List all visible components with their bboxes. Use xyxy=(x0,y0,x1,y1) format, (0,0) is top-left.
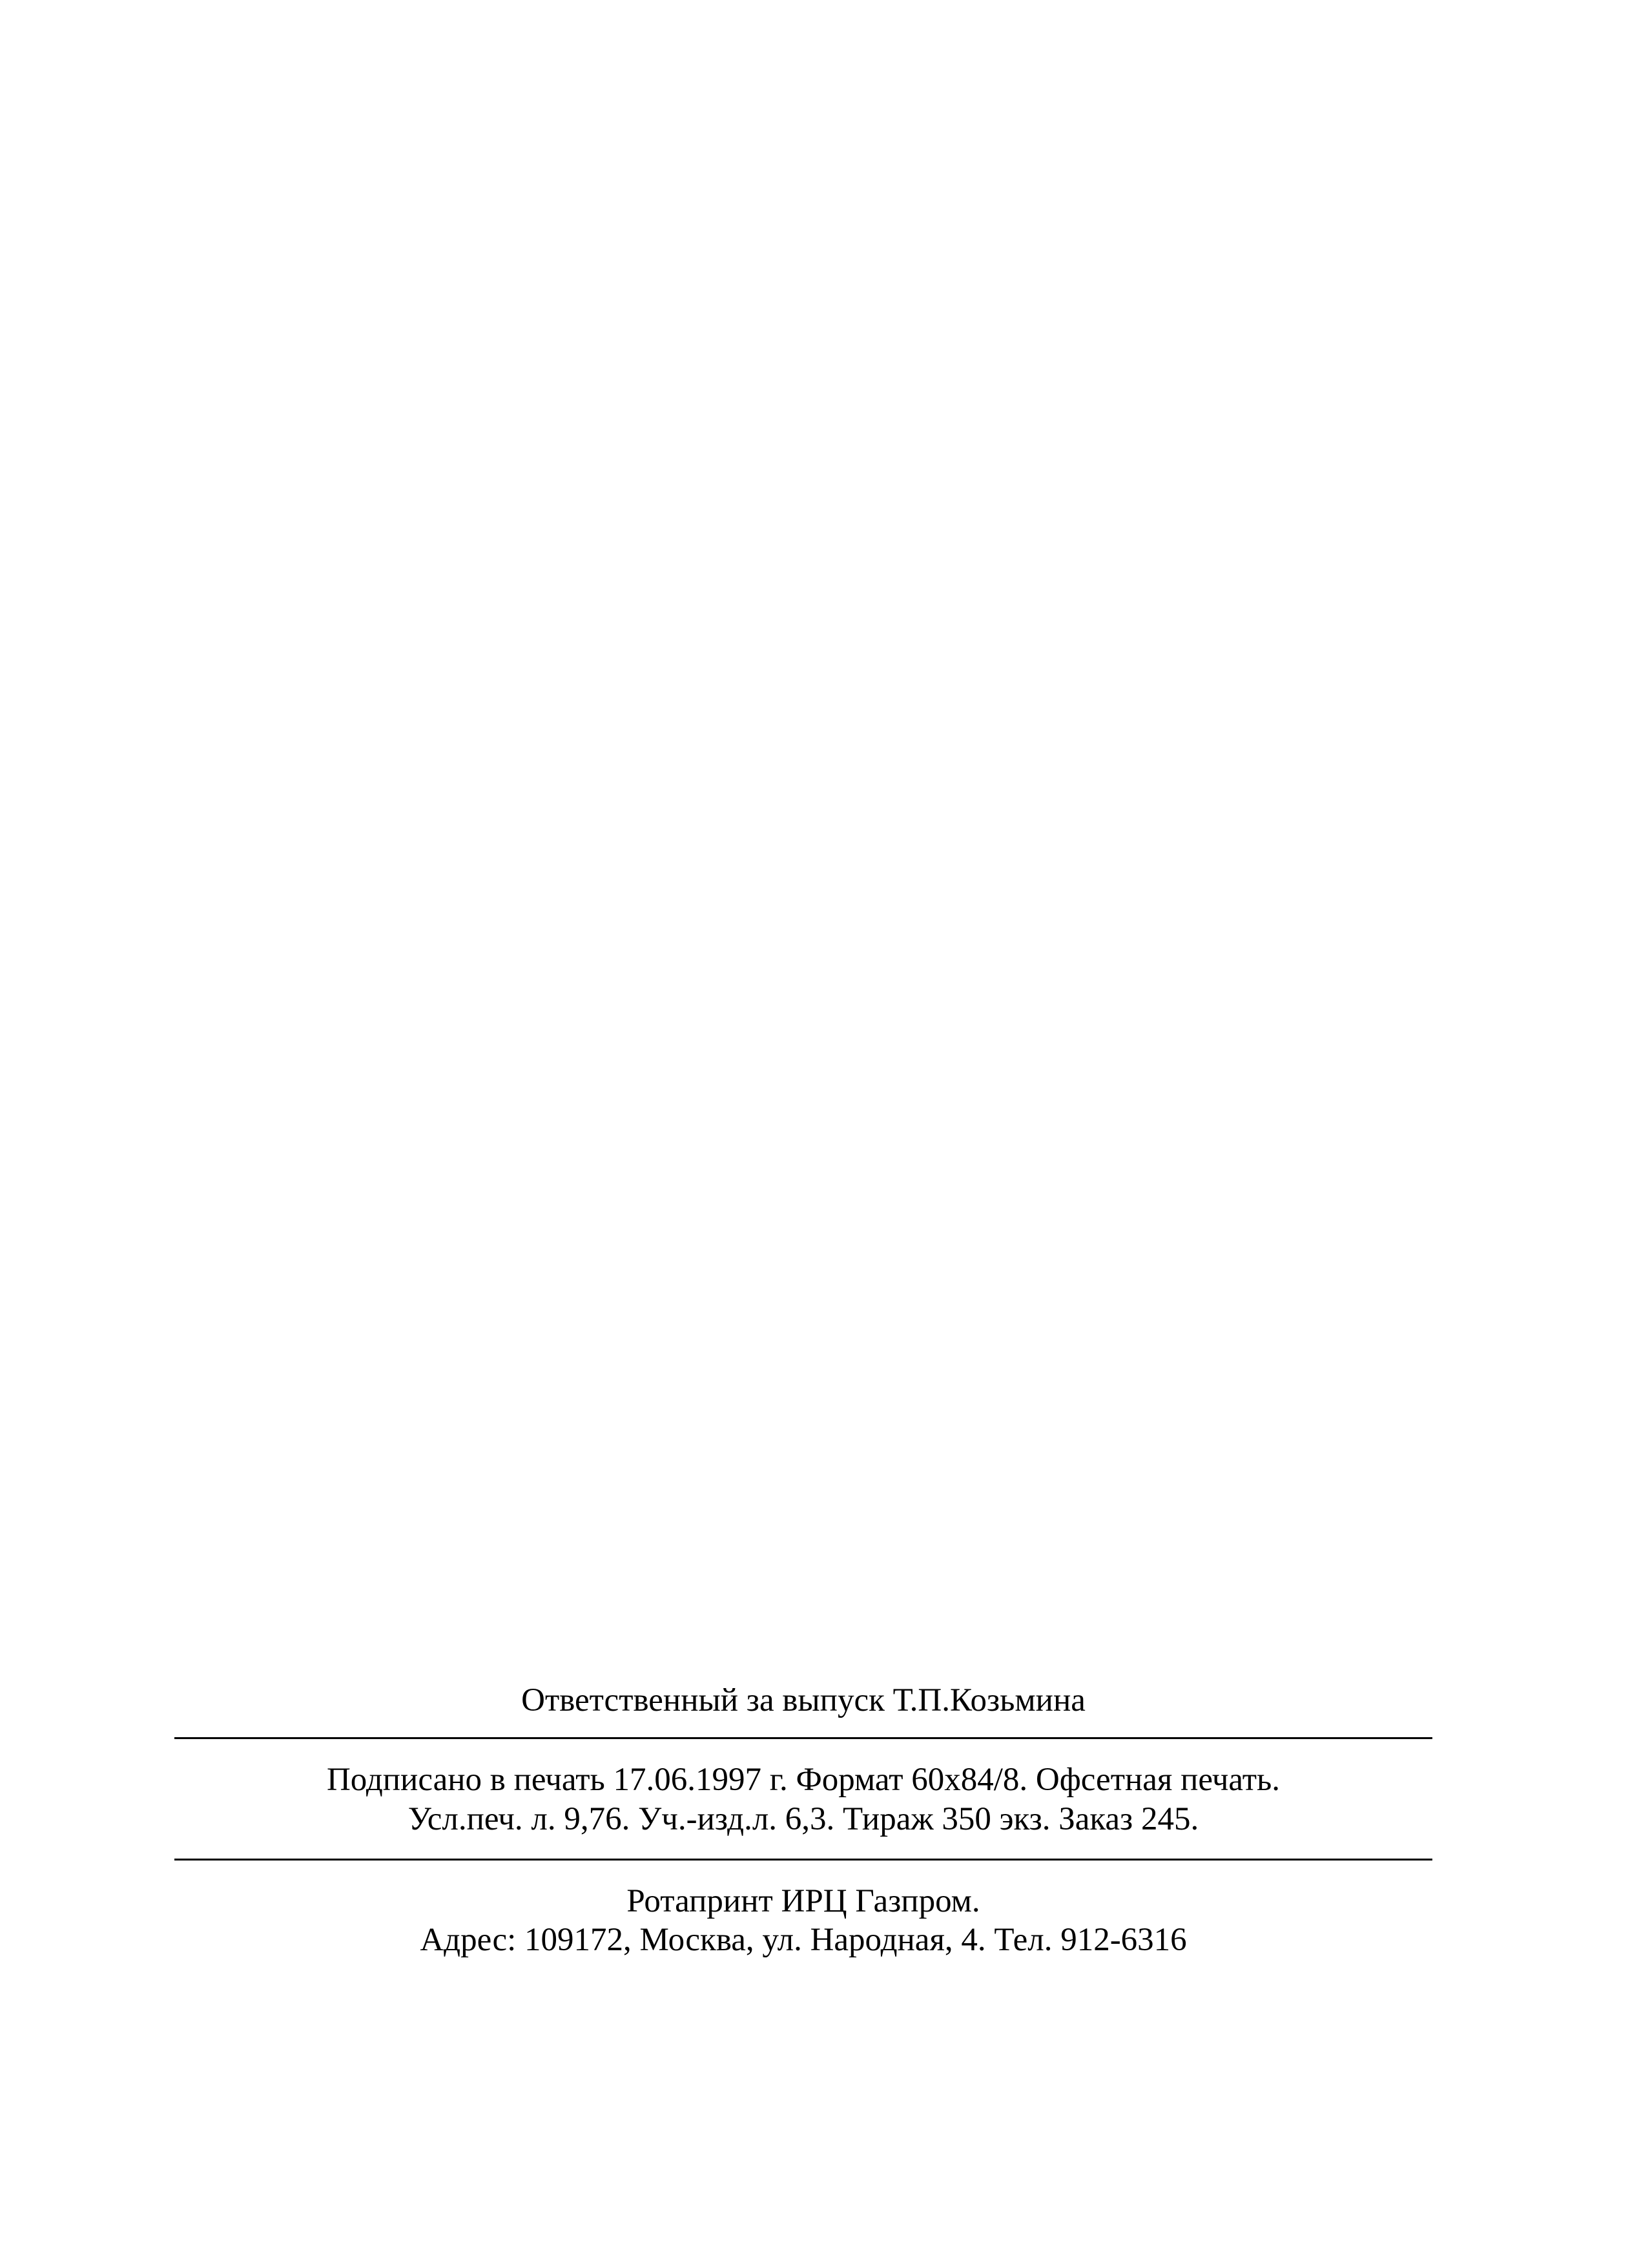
publisher-info xyxy=(174,1861,1432,1980)
imprint-block xyxy=(174,1679,1432,1979)
print-info xyxy=(174,1739,1432,1859)
responsible-editor: Ответственный за выпуск Т.П.Козьмина xyxy=(521,1682,1086,1718)
print-info-line-1: Подписано в печать 17.06.1997 г. Формат 60х84/8. Офсетная печать. xyxy=(326,1762,1281,1799)
print-info-line-2: Усл.печ. л. 9,76. Уч.-изд.л. 6,3. Тираж 350 экз. Заказ 245. xyxy=(407,1800,1199,1837)
publisher-address: Адрес: 109172, Москва, ул. Народная, 4. Тел. 912-6316 xyxy=(420,1922,1187,1959)
publisher-line-1: Ротапринт ИРЦ Газпром. xyxy=(626,1882,980,1919)
